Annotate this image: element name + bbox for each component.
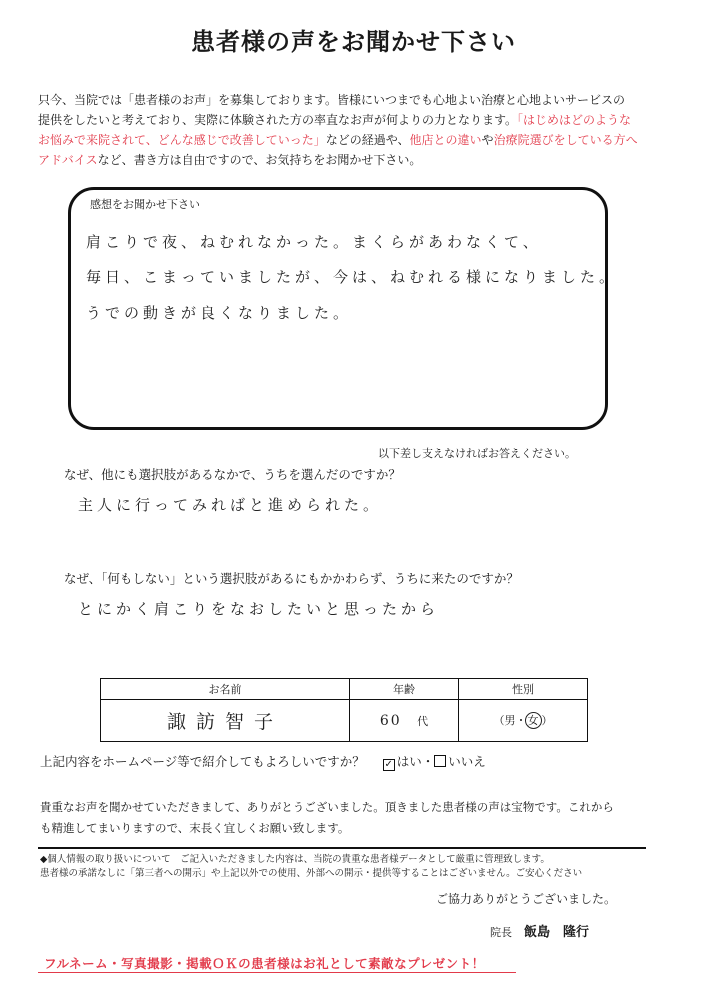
yes-label: はい・ xyxy=(396,754,435,769)
closing-line-2: も精進してまいりますので、末長く宜しくお願い致します。 xyxy=(40,821,350,835)
promo-underline xyxy=(38,972,516,973)
gender-close: ） xyxy=(541,714,553,727)
intro-highlight: 「はじめはどのような xyxy=(517,113,632,127)
gender-cell[interactable] xyxy=(459,700,588,742)
optional-note: 以下差し支えなければお答えください。 xyxy=(378,447,576,460)
gender-selected-female[interactable]: 女 xyxy=(525,712,542,729)
intro-highlight: 他店との違い xyxy=(409,133,482,147)
impressions-line-1: 肩こりで夜、ねむれなかった。まくらがあわなくて、 xyxy=(86,233,542,251)
privacy-line-2: 患者様の承諾なしに「第三者への開示」や上記以外での使用、外部への開示・提供等することはございません。ご安心ください xyxy=(40,868,583,879)
intro-highlight: お悩みで来院されて、どんな感じで改善していった」 xyxy=(38,133,326,147)
gender-header: 性別 xyxy=(459,679,588,700)
signature xyxy=(490,921,589,940)
signature-name: 飯島 隆行 xyxy=(524,925,590,940)
page-title: 患者様の声をお聞かせ下さい xyxy=(191,28,516,56)
intro-highlight: アドバイス xyxy=(38,153,98,167)
name-cell[interactable] xyxy=(101,700,350,742)
separator-line xyxy=(38,847,646,849)
impressions-line-2: 毎日、こまっていましたが、今は、ねむれる様になりました。 xyxy=(86,268,619,286)
impressions-label: 感想をお聞かせ下さい xyxy=(90,198,200,211)
gender-open: （男・ xyxy=(493,714,527,727)
age-value: 60 xyxy=(379,712,402,729)
intro-text: などの経過や、 xyxy=(325,133,410,147)
intro-line-4 xyxy=(38,150,678,170)
age-header: 年齢 xyxy=(350,679,459,700)
age-suffix: 代 xyxy=(417,714,429,728)
permission-question: 上記内容をホームページ等で紹介してもよろしいですか？ xyxy=(40,754,365,769)
impressions-line-3: うでの動きが良くなりました。 xyxy=(86,304,353,322)
permission-options xyxy=(383,754,486,769)
permission-row xyxy=(40,752,486,771)
thanks-text: ご協力ありがとうございました。 xyxy=(436,892,617,906)
answer-1: 主人に行ってみればと進められた。 xyxy=(78,496,383,514)
intro-text: など、書き方は自由ですので、お気持ちをお聞かせ下さい。 xyxy=(97,153,422,167)
intro-text: 提供をしたいと考えており、実際に体験された方の率直なお声が何よりの力となります。 xyxy=(38,113,518,127)
privacy-notice xyxy=(40,853,582,881)
age-cell[interactable] xyxy=(350,700,459,742)
intro-line-3 xyxy=(38,130,678,150)
name-value: 諏訪智子 xyxy=(166,711,283,733)
intro-highlight: 治療院選びをしている方へ xyxy=(493,133,638,147)
name-header: お名前 xyxy=(101,679,350,700)
yes-checkbox[interactable]: ✓ xyxy=(384,759,393,770)
intro-line-1: 只今、当院では「患者様のお声」を募集しております。皆様にいつまでも心地よい治療と心地よいサービスの xyxy=(38,93,626,107)
question-1: なぜ、他にも選択肢があるなかで、うちを選んだのですか？ xyxy=(64,467,401,482)
intro-paragraph xyxy=(38,90,678,170)
answer-2: とにかく肩こりをなおしたいと思ったから xyxy=(78,600,440,618)
intro-text: や xyxy=(481,133,494,147)
signature-role: 院長 xyxy=(490,926,512,939)
no-checkbox[interactable] xyxy=(434,755,446,767)
question-2: なぜ、「何もしない」という選択肢があるにもかかわらず、うちに来たのですか？ xyxy=(64,571,519,586)
no-label: いいえ xyxy=(448,754,486,769)
intro-line-2 xyxy=(38,110,678,130)
closing-paragraph xyxy=(40,797,614,839)
promo-text: フルネーム・写真撮影・掲載ＯＫの患者様はお礼として素敵なプレゼント！ xyxy=(44,956,485,971)
privacy-line-1: ◆個人情報の取り扱いについて ご記入いただきました内容は、当院の貴重な患者様データとして厳重に管理致します。 xyxy=(40,854,550,865)
info-table xyxy=(100,678,588,742)
closing-line-1: 貴重なお声を聞かせていただきまして、ありがとうございました。頂きました患者様の声は宝物です。これから xyxy=(40,800,614,814)
